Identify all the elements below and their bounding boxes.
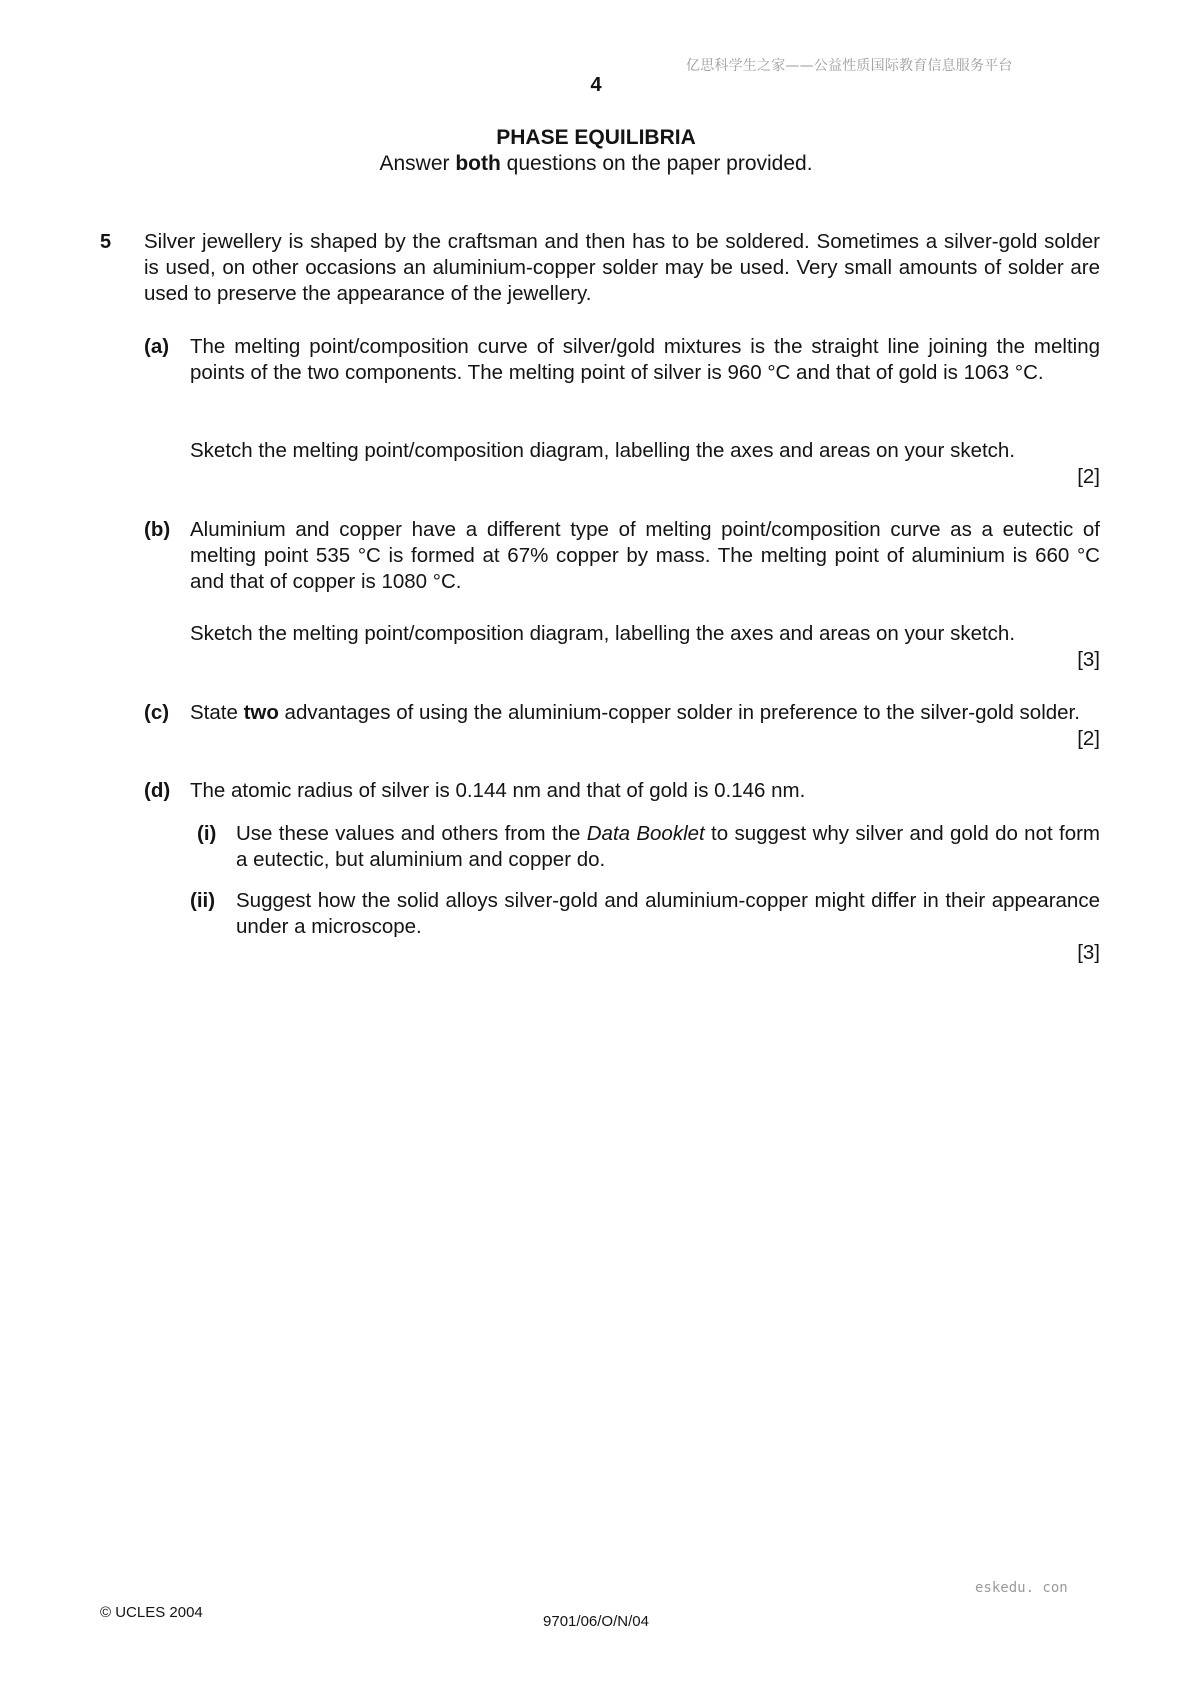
- footer-paper-code: 9701/06/O/N/04: [543, 1613, 649, 1630]
- part-d-i-label: (i): [197, 822, 217, 845]
- part-c-text: [190, 700, 1100, 726]
- part-d-text: The atomic radius of silver is 0.144 nm and that of gold is 0.146 nm.: [190, 779, 806, 802]
- part-c-text-post: advantages of using the aluminium-copper solder in preference to the silver-gold solder.: [278, 701, 1080, 724]
- watermark-header: 亿思科学生之家——公益性质国际教育信息服务平台: [686, 58, 1013, 74]
- part-c-marks: [2]: [1077, 727, 1100, 750]
- part-a-task: Sketch the melting point/composition diagram, labelling the axes and areas on your sketch.: [190, 439, 1016, 462]
- part-d-label: (d): [144, 779, 171, 802]
- section-title: PHASE EQUILIBRIA: [496, 126, 696, 149]
- instruction-pre: Answer: [379, 152, 456, 175]
- part-c-text-bold: two: [243, 701, 279, 724]
- part-c-text-pre: State: [190, 701, 244, 724]
- part-d-ii-text: Suggest how the solid alloys silver-gold and aluminium-copper might differ in their appearance under a microscope.: [236, 889, 1100, 938]
- part-a-text: The melting point/composition curve of silver/gold mixtures is the straight line joining the melting points of the two components. The melting point of silver is 960 °C and that of gold is 1063 °C.: [190, 335, 1100, 384]
- watermark-footer: eskedu. con: [975, 1580, 1068, 1596]
- part-a-marks: [2]: [1077, 465, 1100, 488]
- part-b-marks: [3]: [1077, 648, 1100, 671]
- part-c-label: (c): [144, 701, 170, 724]
- part-d-i-text-post: to suggest why silver and gold do not form a eutectic, but aluminium and copper do.: [236, 822, 1100, 871]
- part-d-i-text: [236, 821, 1100, 873]
- section-instruction: [0, 152, 1192, 176]
- page-number: 4: [590, 74, 602, 96]
- instruction-post: questions on the paper provided.: [500, 152, 813, 175]
- part-b-task: Sketch the melting point/composition diagram, labelling the axes and areas on your sketch.: [190, 622, 1016, 645]
- footer-copyright: © UCLES 2004: [100, 1604, 203, 1621]
- part-b-label: (b): [144, 518, 171, 541]
- part-b-text: Aluminium and copper have a different type of melting point/composition curve as a eutectic of melting point 535 °C is formed at 67% copper by mass. The melting point of aluminium is 660 °C and that of copper is 1080 °C.: [190, 518, 1100, 593]
- instruction-bold: both: [455, 152, 501, 175]
- question-intro: Silver jewellery is shaped by the craftsman and then has to be soldered. Sometimes a silver-gold solder is used, on other occasions an aluminium-copper solder may be used. Very small amounts of solder are used to preserve the appearance of the jewellery.: [144, 230, 1100, 305]
- part-d-marks: [3]: [1077, 941, 1100, 964]
- part-d-i-text-pre: Use these values and others from the: [236, 822, 587, 845]
- part-d-i-text-italic: Data Booklet: [586, 822, 705, 845]
- part-d-ii-label: (ii): [190, 889, 216, 912]
- part-a-label: (a): [144, 335, 170, 358]
- question-number: 5: [100, 231, 112, 253]
